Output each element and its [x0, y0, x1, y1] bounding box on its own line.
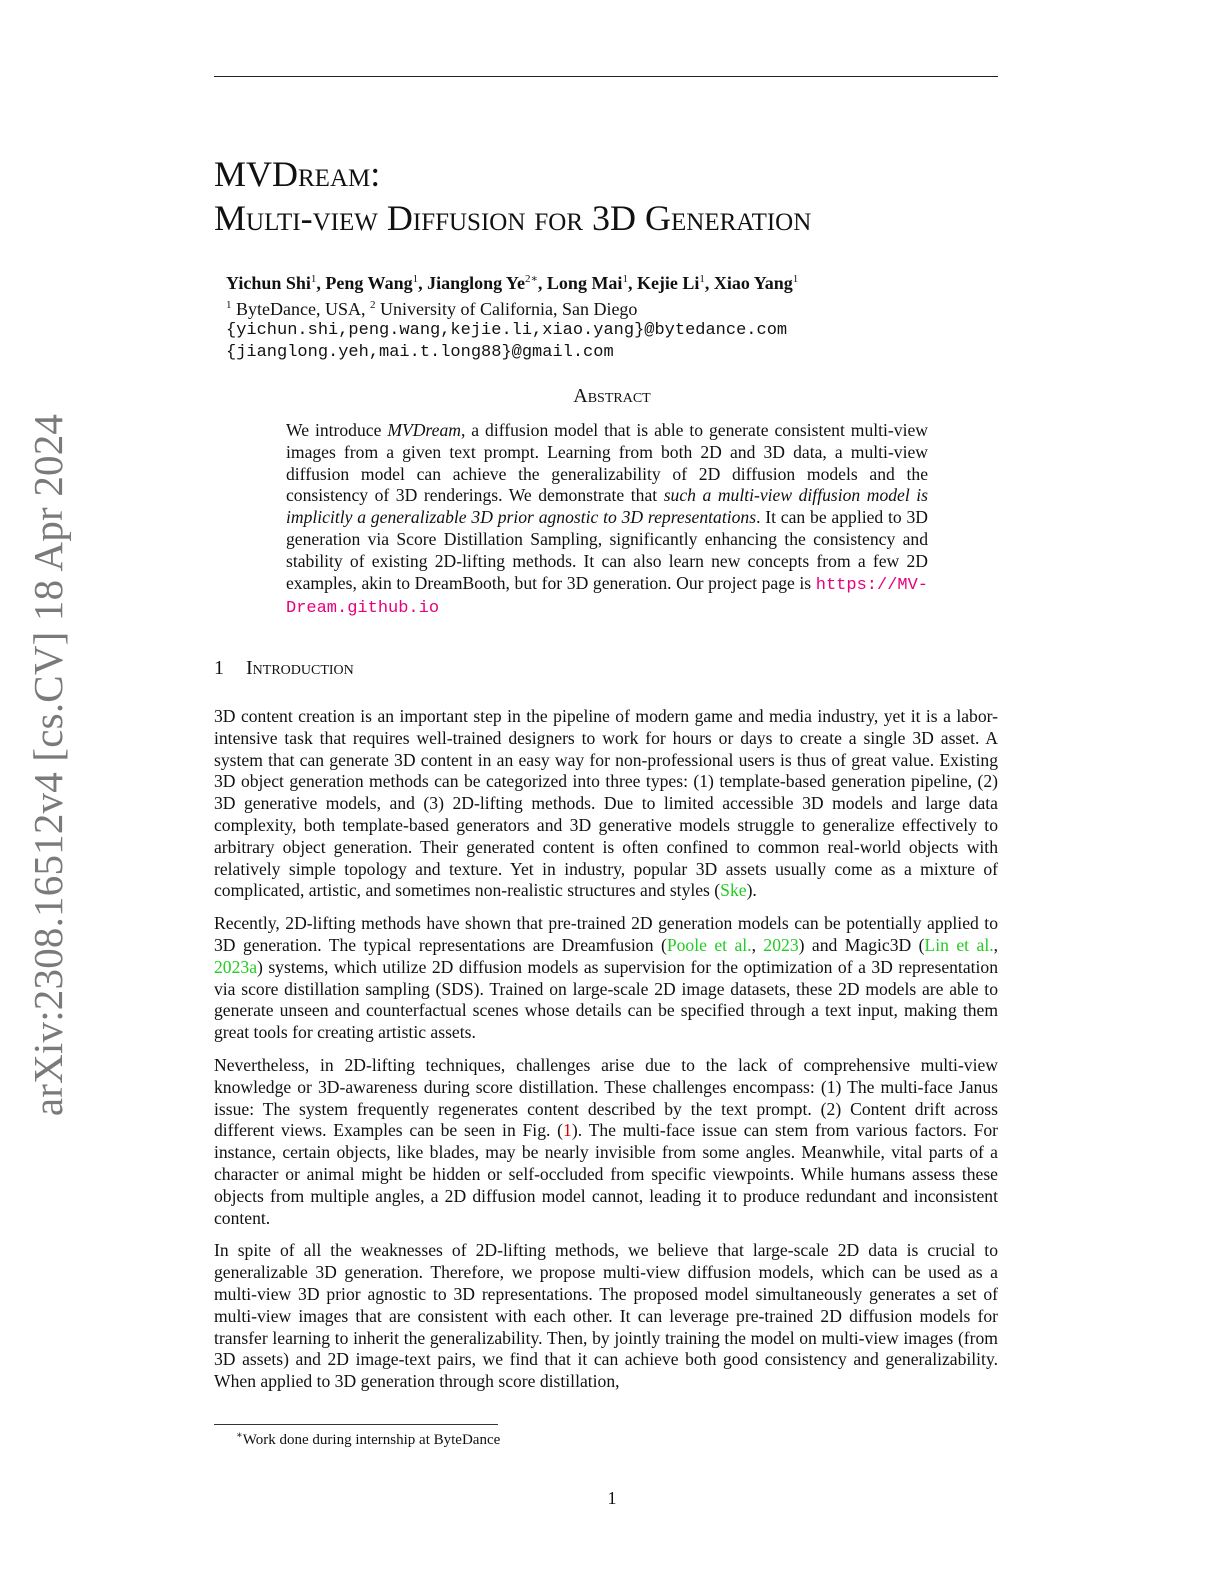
paragraph-text: ). The multi-face issue can stem from various factors. For instance, certain objects, like blades, may be nearly invisible from some angles. Meanwhile, vital parts of a character or animal might be hidden or self-occluded from specific viewpoints. While humans assess these objects from multiple angles, a 2D diffusion model cannot, leading it to produce redundant and inconsistent content. — [214, 1120, 999, 1228]
abstract-emphasis: such a multi-view diffusion model is implicitly a generalizable 3D prior agnostic to 3D representations — [286, 485, 929, 528]
section-title: Introduction — [246, 657, 354, 679]
paragraph-text: Recently, 2D-lifting methods have shown that pre-trained 2D generation models can be potentially applied to 3D generation. The typical representations are Dreamfusion ( — [214, 913, 998, 955]
section-number: 1 — [214, 657, 224, 679]
abstract-heading: Abstract — [573, 385, 651, 407]
paragraph-text: ) and Magic3D ( — [798, 934, 925, 955]
intro-paragraph-3 — [214, 1055, 998, 1229]
top-rule — [214, 76, 998, 77]
paper-title — [214, 152, 1014, 240]
affiliation: University of California, San Diego — [379, 299, 638, 319]
citation-link[interactable]: Lin et al. — [924, 934, 994, 955]
footnote — [236, 1430, 500, 1449]
intro-paragraph-2 — [214, 913, 998, 1044]
abstract-segment: . It can be applied to 3D generation via Score Distillation Sampling, significantly enhancing the consistency and stability of existing 2D-lifting methods. It can also learn new concepts from a few 2D examples, akin to DreamBooth, but for 3D generation. Our project page is — [286, 507, 928, 593]
author-name: Long Mai — [546, 273, 623, 293]
author-name: Jianglong Ye — [427, 273, 525, 293]
author-name: Peng Wang — [325, 273, 413, 293]
author-name: Kejie Li — [636, 273, 700, 293]
paragraph-text: ) systems, which utilize 2D diffusion models as supervision for the optimization of a 3D representation via score distillation sampling (SDS). Trained on large-scale 2D image datasets, these 2D models are able to generate unseen and counterfactual scenes whose details can be specified through a text input, making them great tools for creating artistic assets. — [214, 956, 998, 1043]
affiliation: ByteDance, USA, — [236, 299, 366, 319]
author-sup: 2∗ — [524, 273, 538, 285]
intro-paragraph-4: In spite of all the weaknesses of 2D-lifting methods, we believe that large-scale 2D data is crucial to generalizable 3D generation. Therefore, we propose multi-view diffusion models, which can be used as a multi-view 3D prior agnostic to 3D representations. The proposed model simultaneously generates a set of multi-view images that are consistent with each other. It can leverage pre-trained 2D diffusion models for transfer learning to inherit the generalizability. Then, by jointly training the model on multi-view images (from 3D assets) and 2D image-text pairs, we find that it can achieve both good consistency and generalizability. When applied to 3D generation through score distillation, — [214, 1240, 998, 1392]
abstract-emphasis: MVDream — [387, 420, 461, 440]
paragraph-text: 3D content creation is an important step in the pipeline of modern game and media industry, yet it is a labor-intensive task that requires well-trained designers to work for hours or days to create a single 3D asset. A system that can generate 3D content in an easy way for non-professional users is thus of great value. Existing 3D object generation methods can be categorized into three types: (1) template-based generation pipeline, (2) 3D generative models, and (3) 2D-lifting methods. Due to limited accessible 3D models and large data complexity, both template-based generators and 3D generative models struggle to generalize effectively to arbitrary object generation. Their generated content is often confined to common real-world objects with relatively simple topology and texture. Yet in industry, popular 3D assets usually come as a mixture of complicated, artistic, and sometimes non-realistic structures and styles ( — [214, 706, 998, 901]
citation-year-link[interactable]: 2023 — [763, 934, 799, 955]
footnote-mark: ∗ — [236, 1430, 243, 1441]
figure-reference-link[interactable]: 1 — [563, 1120, 572, 1141]
page-number: 1 — [607, 1488, 617, 1508]
footnote-rule — [214, 1424, 498, 1425]
arxiv-stamp-text: arXiv:2308.16512v4 [cs.CV] 18 Apr 2024 — [25, 413, 71, 1117]
project-page-link[interactable]: https://MV-Dream.github.io — [286, 575, 928, 619]
author-sup: 1 — [310, 273, 317, 285]
affiliation-sup: 2 — [369, 299, 376, 311]
affiliation-sup: 1 — [226, 299, 232, 311]
title-line-1: MVDream: — [214, 154, 381, 194]
author-name: Xiao Yang — [713, 273, 793, 293]
citation-link[interactable]: Poole et al. — [666, 934, 752, 955]
abstract-segment: We introduce — [286, 420, 388, 440]
paragraph-text: Nevertheless, in 2D-lifting techniques, challenges arise due to the lack of comprehensive multi-view knowledge or 3D-awareness during score distillation. These challenges encompass: (1) The multi-face Janus issue: The system frequently regenerates content described by the text prompt. (2) Content drift across different views. Examples can be seen in Fig. ( — [214, 1054, 998, 1141]
author-sup: 1 — [792, 273, 799, 285]
email-line: {yichun.shi,peng.wang,kejie.li,xiao.yang}@bytedance.com — [226, 321, 788, 340]
paragraph-text: ). — [746, 880, 757, 901]
citation-year-link[interactable]: 2023a — [214, 956, 257, 977]
paragraph-text: , — [751, 934, 764, 955]
email-line: {jianglong.yeh,mai.t.long88}@gmail.com — [226, 343, 614, 362]
author-names: Yichun Shi$^1$, Peng Wang$^1$, Jianglong $Ye^{2∗}$, Long Mai$^1$, Kejie Li$^1$, Xiao Yang$^1$ — [226, 273, 799, 293]
author-sup: 1 — [699, 273, 705, 285]
introduction-body — [214, 706, 998, 1404]
intro-paragraph-1 — [214, 706, 998, 902]
citation-link[interactable]: Ske — [720, 880, 747, 901]
footnote-text: Work done during internship at ByteDance — [242, 1432, 501, 1448]
author-block — [226, 268, 1026, 364]
section-heading-introduction — [214, 657, 354, 680]
paragraph-text: , — [993, 934, 999, 955]
affiliations — [226, 294, 1026, 320]
author-sup: 1 — [412, 273, 419, 285]
abstract-segment: , a diffusion model that is able to generate consistent multi-view images from a given text prompt. Learning from both 2D and 3D data, a multi-view diffusion model can achieve the generalizability of 2D diffusion models and the consistency of 3D renderings. We demonstrate that — [286, 420, 928, 506]
title-line-2: Multi-view Diffusion for 3D Generation — [214, 198, 812, 238]
author-name: Yichun Shi — [226, 273, 311, 293]
author-sup: 1 — [622, 273, 628, 285]
abstract-text — [286, 420, 928, 620]
